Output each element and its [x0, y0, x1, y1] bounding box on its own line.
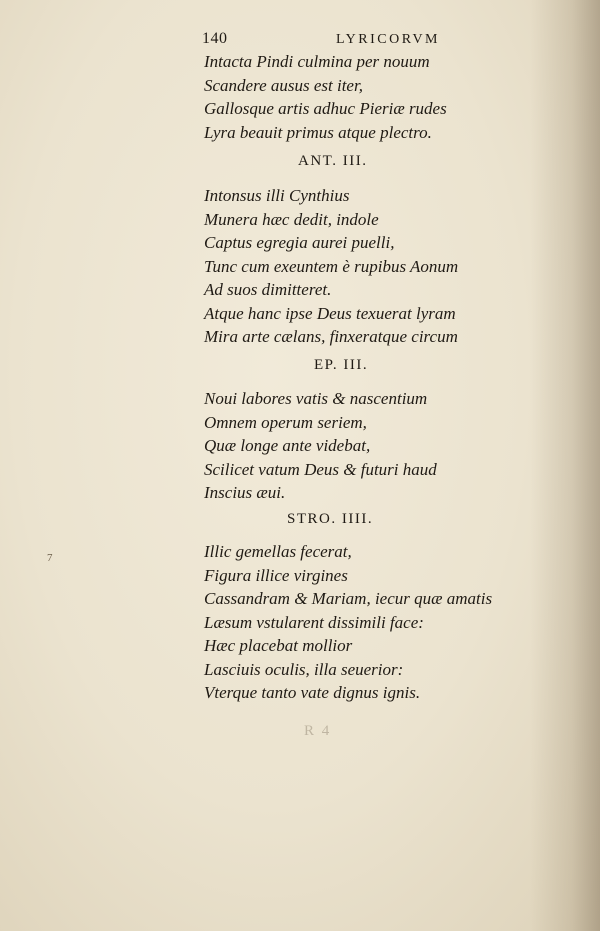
margin-mark: 7	[47, 552, 53, 564]
running-head: LYRICORVM	[336, 32, 440, 47]
verse-line: Lyra beauit primus atque plectro.	[204, 122, 432, 142]
verse-line: Illic gemellas fecerat,	[204, 542, 352, 561]
epode-stanza	[204, 387, 437, 505]
catchword: R 4	[304, 723, 332, 739]
verse-line: Omnem operum seriem,	[204, 412, 367, 432]
strophe-heading: STRO. IIII.	[287, 511, 374, 527]
verse-line: Captus egregia aurei puelli,	[204, 233, 395, 252]
page-fold-shadow	[530, 0, 600, 931]
verse-line: Ad suos dimitteret.	[204, 280, 332, 299]
verse-line: Intonsus illi Cynthius	[204, 186, 350, 205]
verse-line: Scilicet vatum Deus & futuri haud	[204, 459, 437, 479]
verse-line: Lasciuis oculis, illa seuerior:	[204, 659, 404, 679]
verse-line: Quæ longe ante videbat,	[204, 436, 371, 455]
verse-line: Vterque tanto vate dignus ignis.	[204, 683, 421, 702]
verse-line: Gallosque artis adhuc Pieriæ rudes	[204, 99, 447, 118]
page-header	[202, 30, 440, 48]
verse-line: Scandere ausus est iter,	[204, 75, 363, 95]
verse-line: Læsum vstularent dissimili face:	[204, 612, 424, 632]
antistrophe-stanza	[204, 184, 458, 349]
verse-line: Intacta Pindi culmina per nouum	[204, 52, 430, 71]
antistrophe-heading: ANT. III.	[298, 153, 368, 169]
verse-line: Inscius æui.	[204, 483, 286, 502]
epode-heading: EP. III.	[314, 357, 369, 373]
page-number: 140	[202, 30, 228, 47]
verse-line: Noui labores vatis & nascentium	[204, 389, 428, 408]
stanza-continuation	[204, 50, 447, 144]
verse-line: Mira arte cælans, finxeratque circum	[204, 327, 458, 346]
verse-line: Tunc cum exeuntem è rupibus Aonum	[204, 256, 459, 276]
verse-line: Atque hanc ipse Deus texuerat lyram	[204, 303, 456, 323]
verse-line: Figura illice virgines	[204, 565, 348, 585]
verse-line: Munera hæc dedit, indole	[204, 209, 379, 229]
strophe-stanza	[204, 540, 492, 705]
verse-line: Cassandram & Mariam, iecur quæ amatis	[204, 589, 493, 608]
verse-line: Hæc placebat mollior	[204, 636, 353, 655]
